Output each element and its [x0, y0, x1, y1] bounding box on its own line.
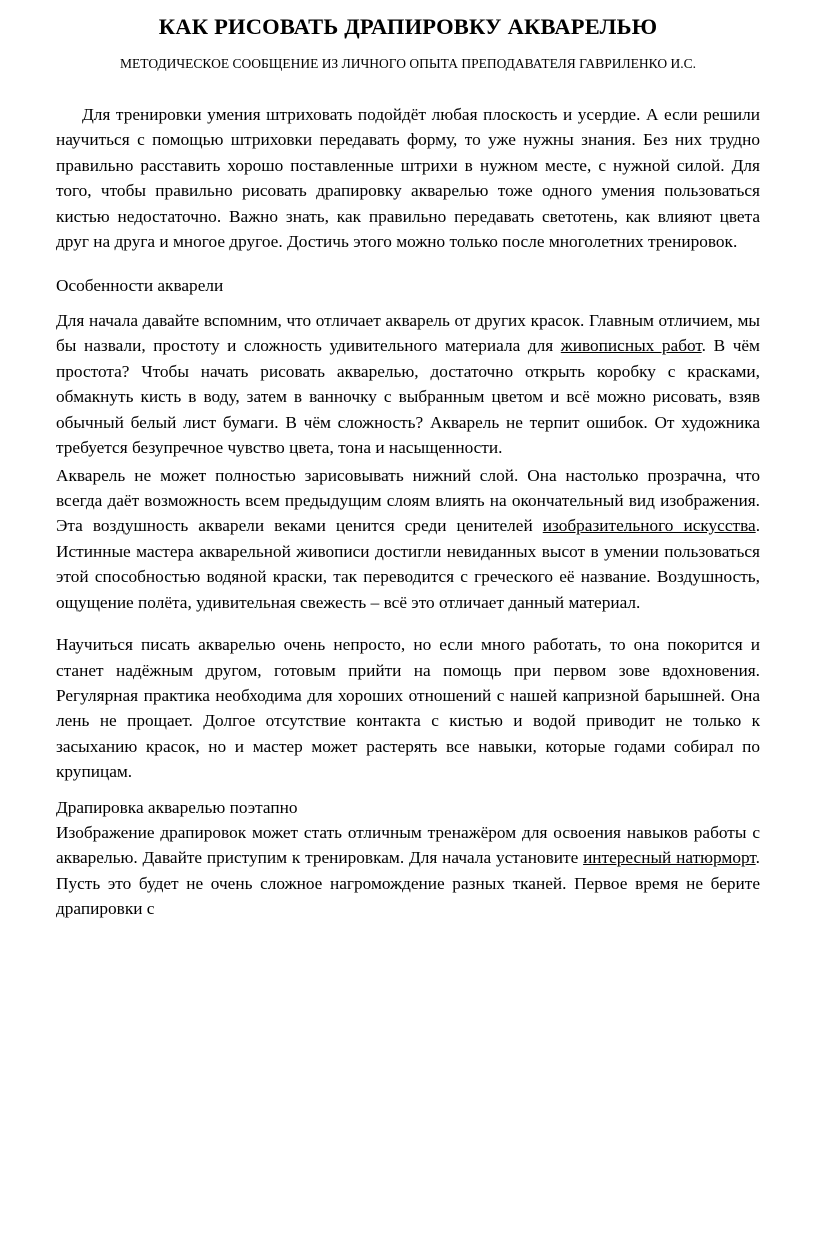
- paragraph-intro: Для тренировки умения штриховать подойдёт любая плоскость и усердие. А если решили научиться с помощью штриховки передавать форму, то уже нужны знания. Без них трудно правильно расставить хорошо поставленные штрихи в нужном месте, с нужной силой. Для того, чтобы правильно рисовать драпировку акварелью тоже одного умения пользоваться кистью недостаточно. Важно знать, как правильно передавать светотень, как влияют цвета друг на друга и многое другое. Достичь этого можно только после многолетних тренировок.: [56, 105, 760, 252]
- paragraph-text-part: Изображение драпировок может стать отличным тренажёром для освоения навыков работы с акварелью. Давайте приступим к тренировкам. Для начала установите: [56, 823, 760, 868]
- link-fine-art[interactable]: изобразительного искусства: [542, 516, 756, 536]
- document-subtitle: МЕТОДИЧЕСКОЕ СООБЩЕНИЕ ИЗ ЛИЧНОГО ОПЫТА ПРЕПОДАВАТЕЛЯ ГАВРИЛЕНКО И.С.: [120, 55, 696, 71]
- spacer: [56, 785, 760, 795]
- link-still-life[interactable]: интересный натюрморт: [583, 848, 756, 868]
- paragraph-text-part: Акварель не может полностью зарисовывать нижний слой. Она настолько прозрачна, что всегда даёт возможность всем предыдущим слоям влиять на окончательный вид изображения. Эта воздушность акварели веками ценится среди ценителей: [56, 465, 760, 536]
- paragraph-text-part: . В чём простота? Чтобы начать рисовать акварелью, достаточно открыть коробку с красками, обмакнуть кисть в воду, затем в ванночку с выбранным цветом и всё можно рисовать, взяв обычный белый лист бумаги. В чём сложность? Акварель не терпит ошибок. От художника требуется безупречное чувство цвета, тона и насыщенности.: [56, 336, 760, 458]
- heading-features: Особенности акварели: [56, 275, 224, 295]
- paragraph-text-part: . Истинные мастера акварельной живописи достигли невиданных высот в умении пользоваться этой способностью водяной краски, так переводится с греческого её название. Воздушность, ощущение полёта, удивительная свежесть – всё это отличает данный материал.: [56, 516, 761, 612]
- paragraph-steps: [56, 820, 760, 922]
- spacer: [56, 255, 760, 273]
- link-painting-works[interactable]: живописных работ: [560, 336, 702, 356]
- paragraph-watercolor-features: [56, 308, 760, 461]
- page-title: КАК РИСОВАТЬ ДРАПИРОВКУ АКВАРЕЛЬЮ: [158, 14, 658, 39]
- paragraph-transparency: [56, 463, 760, 616]
- spacer: [56, 298, 760, 308]
- paragraph-text-part: Для начала давайте вспомним, что отличает акварель от других красок. Главным отличием, мы бы назвали, простоту и сложность удивительного материала для: [56, 311, 760, 356]
- paragraph-text-part: . Пусть это будет не очень сложное нагромождение разных тканей. Первое время не берите драпировки с: [56, 848, 760, 919]
- paragraph-practice: Научиться писать акварелью очень непросто, но если много работать, то она покорится и станет надёжным другом, готовым прийти на помощь при первом зове вдохновения. Регулярная практика необходима для хороших отношений с нашей капризной барышней. Она лень не прощает. Долгое отсутствие контакта с кистью и водой приводит не только к засыханию красок, но и мастер может растерять все навыки, которые годами собирал по крупицам.: [56, 635, 760, 782]
- heading-steps: Драпировка акварелью поэтапно: [56, 797, 298, 817]
